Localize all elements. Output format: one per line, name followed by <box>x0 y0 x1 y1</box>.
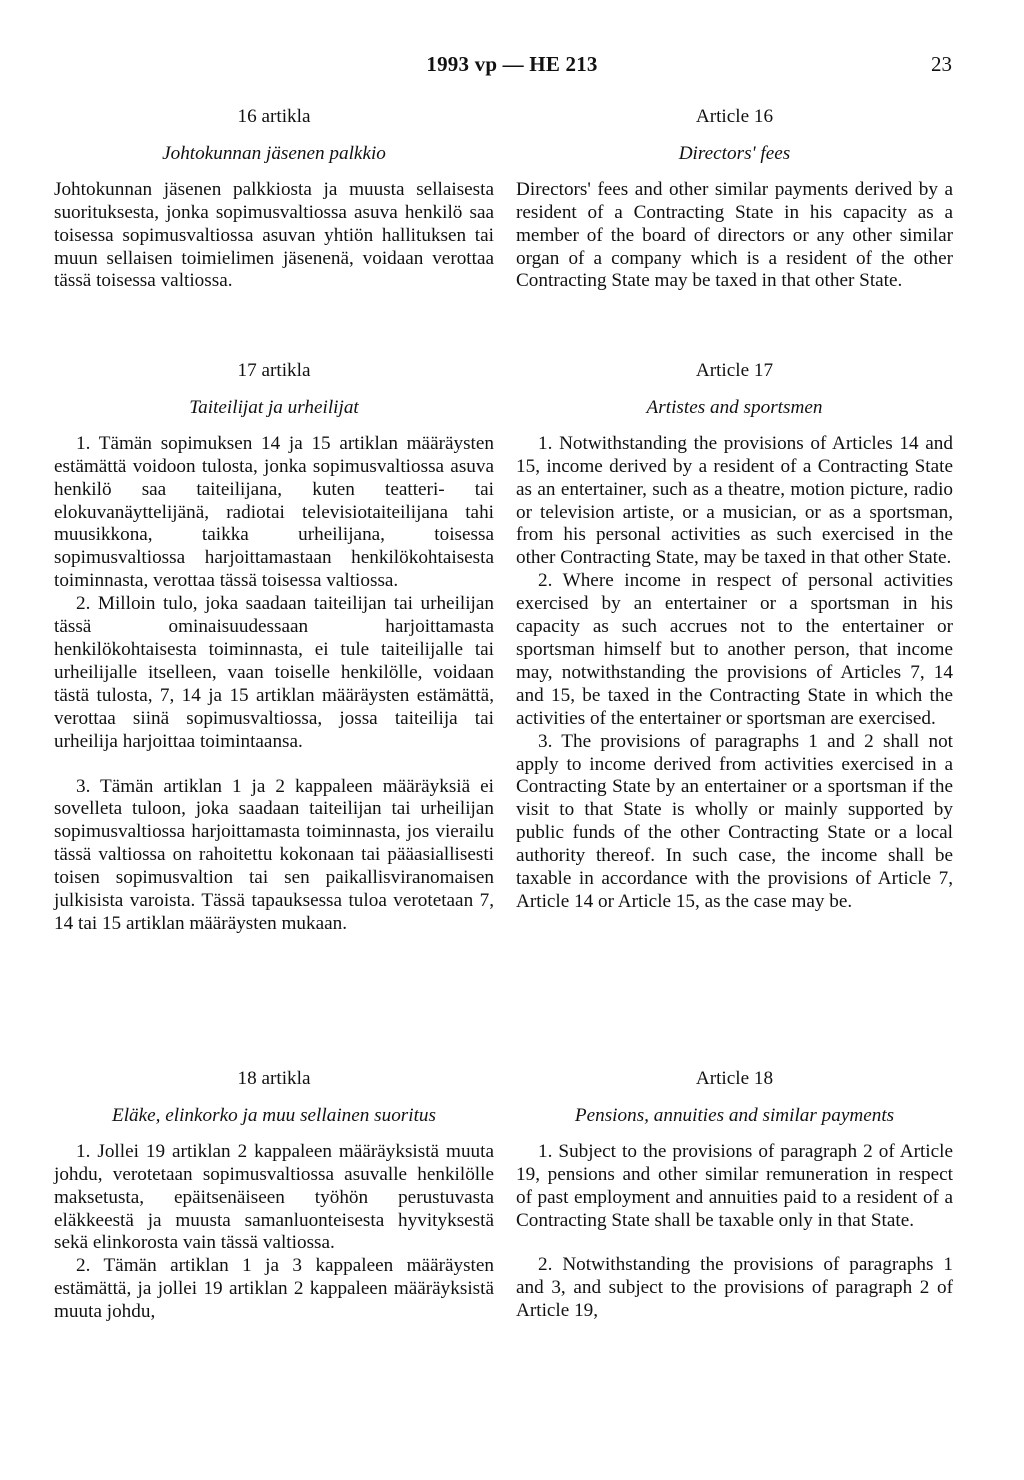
en-article-17 <box>516 360 953 914</box>
en-article-17-number: Article 17 <box>695 360 774 381</box>
en-article-18-title: Pensions, annuities and similar payments <box>574 1104 895 1126</box>
fi-article-18-paragraph-1: 1. Jollei 19 artiklan 2 kappaleen määräyksistä muuta johdu, verotetaan sopimusvaltiossa asuvalle henkilölle maksetusta, epäitsenäiseen työhön perustuvasta eläkkeestä ja muusta samanluonteisesta hyvityksestä sekä elinkorosta vain tässä valtiossa. <box>54 1140 494 1254</box>
fi-article-16-title: Johtokunnan jäsenen palkkio <box>162 142 386 164</box>
en-article-17-paragraph-2: 2. Where income in respect of personal activities exercised by an entertainer or a sportsman in his capacity as such accrues not to the entertainer or sportsman himself but to another person, that income may, notwithstanding the provisions of Articles 7, 14 and 15, be taxed in the Contracting State in which the activities of the entertainer or sportsman are exercised. <box>516 570 953 729</box>
en-article-18-paragraph-1: 1. Subject to the provisions of paragraph 2 of Article 19, pensions and other similar remuneration in respect of past employment and annuities paid to a resident of a Contracting State shall be taxable only in that State. <box>516 1140 953 1231</box>
fi-article-16-number: 16 artikla <box>237 106 311 127</box>
fi-article-16 <box>54 106 494 293</box>
fi-article-17-title: Taiteilijat ja urheilijat <box>189 396 359 418</box>
en-article-17-paragraph-1: 1. Notwithstanding the provisions of Articles 14 and 15, income derived by a resident of a Contracting State as an entertainer, such as a theatre, motion picture, radio or television artiste, or a musician, or as a sportsman, from his personal activities as such exercised in the other Contracting State, may be taxed in that other State. <box>516 432 953 569</box>
page-number: 23 <box>931 52 952 76</box>
en-article-17-paragraph-3: 3. The provisions of paragraphs 1 and 2 shall not apply to income derived from activities exercised in a Contracting State by an entertainer or a sportsman if the visit to that State is wholly or mainly supported by public funds of the other Contracting State or a local authority thereof. In such case, the income shall be taxable in accordance with the provisions of Article 7, Article 14 or Article 15, as the case may be. <box>516 730 953 912</box>
fi-article-18 <box>54 1068 494 1324</box>
en-article-16-title: Directors' fees <box>678 142 791 164</box>
fi-article-17-number: 17 artikla <box>237 360 311 381</box>
en-article-16 <box>516 106 953 293</box>
en-article-16-number: Article 16 <box>695 106 774 127</box>
en-article-18-number: Article 18 <box>695 1068 774 1089</box>
en-article-18-paragraph-2: 2. Notwithstanding the provisions of paragraphs 1 and 3, and subject to the provisions of paragraph 2 of Article 19, <box>516 1254 953 1322</box>
running-head: 1993 vp — HE 213 <box>426 52 598 76</box>
fi-article-16-paragraph-1: Johtokunnan jäsenen palkkiosta ja muusta sellaisesta suorituksesta, jonka sopimusvaltiossa asuva henkilö saa toisessa sopimusvaltiossa asuvan yhtiön hallituksen tai muun sellaisen toimielimen jäsenenä, voidaan verottaa tässä toisessa valtiossa. <box>54 178 494 292</box>
fi-article-18-paragraph-2: 2. Tämän artiklan 1 ja 3 kappaleen määräysten estämättä, ja jollei 19 artiklan 2 kappaleen määräyksistä muuta johdu, <box>54 1255 494 1323</box>
en-article-18 <box>516 1068 953 1323</box>
fi-article-17-paragraph-3: 3. Tämän artiklan 1 ja 2 kappaleen määräyksiä ei sovelleta tuloon, joka saadaan taiteilijan tai urheilijan sopimusvaltiossa harjoittamasta toiminnasta, jos vierailu tässä valtiossa on rahoitettu kokonaan tai pääasiallisesti toisen sopimusvaltion tai sen paikallisviranomaisen julkisista varoista. Tässä tapauksessa tuloa verotetaan 7, 14 tai 15 artiklan määräysten mukaan. <box>54 775 494 934</box>
fi-article-18-number: 18 artikla <box>237 1068 311 1089</box>
fi-article-18-title: Eläke, elinkorko ja muu sellainen suoritus <box>111 1104 436 1126</box>
fi-article-17-paragraph-2: 2. Milloin tulo, joka saadaan taiteilijan tai urheilijan tässä ominaisuudessaan harjoittamasta henkilökohtaisesta toiminnasta, ei tule taiteilijalle tai urheilijalle itselleen, vaan toiselle henkilölle, voidaan tästä tulosta, 7, 14 ja 15 artiklan määräysten estämättä, verottaa siinä sopimusvaltiossa, jossa taiteilija tai urheilija harjoittaa toimintaansa. <box>54 593 494 752</box>
en-article-16-paragraph-1: Directors' fees and other similar payments derived by a resident of a Contracting State in his capacity as a member of the board of directors or any other similar organ of a company which is a resident of the other Contracting State may be taxed in that other State. <box>516 178 953 292</box>
page-header <box>0 52 1024 82</box>
fi-article-17-paragraph-1: 1. Tämän sopimuksen 14 ja 15 artiklan määräysten estämättä voidoon tulosta, jonka sopimusvaltiossa asuva henkilö saa taiteilijana, kuten teatteri- tai elokuvanäyttelijänä, radiotai televisiotaiteilijana tahi muusikkona, taikka urheilijana, toisessa sopimusvaltiossa harjoittamastaan henkilökohtaisesta toiminnasta, verottaa tässä toisessa valtiossa. <box>54 432 494 592</box>
en-article-17-title: Artistes and sportsmen <box>646 396 823 418</box>
fi-article-17 <box>54 360 494 936</box>
